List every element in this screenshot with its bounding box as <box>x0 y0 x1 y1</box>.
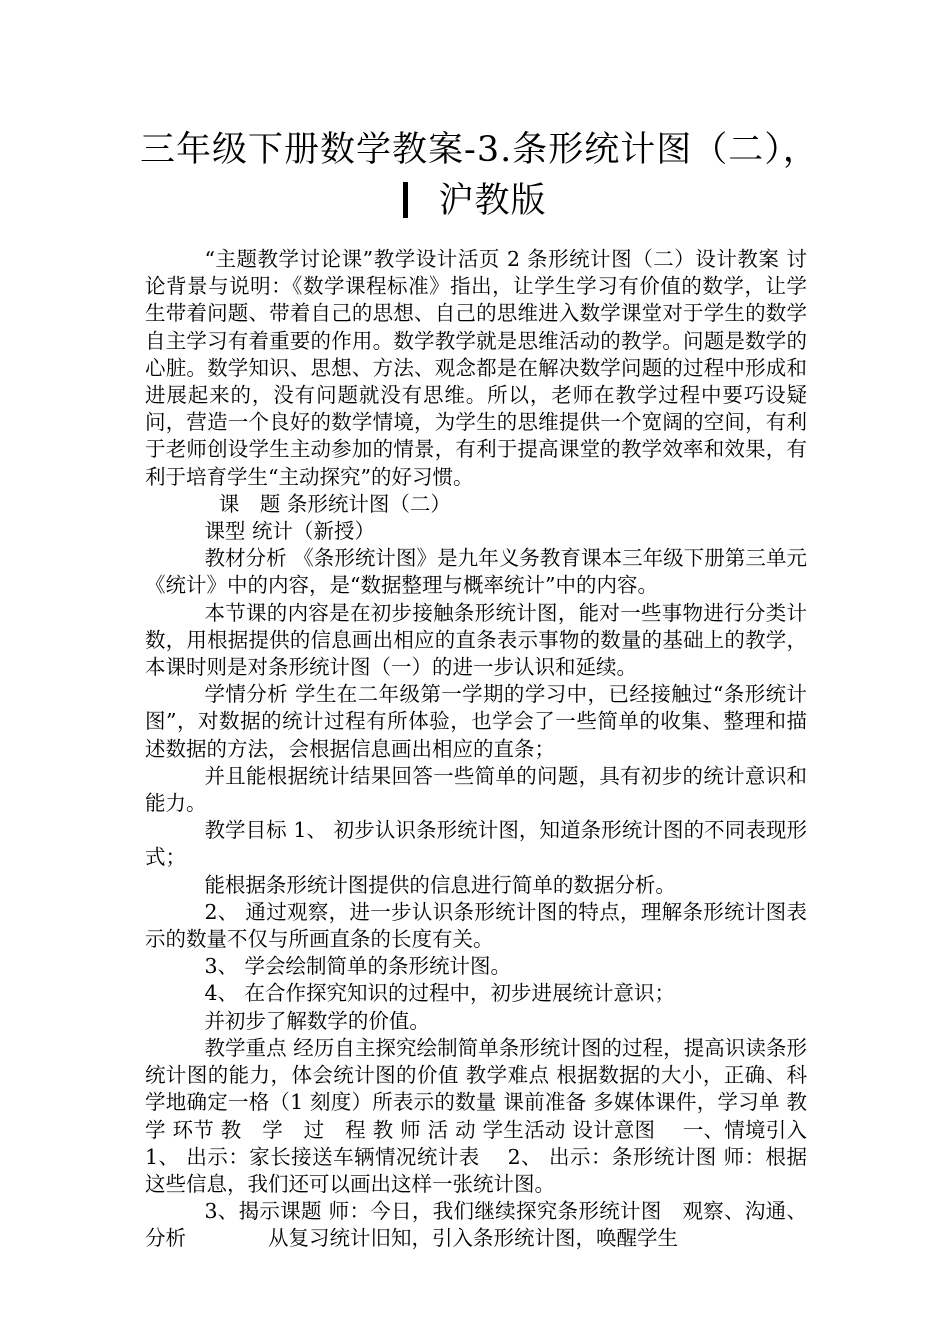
paragraph-student-analysis: 学情分析 学生在二年级第一学期的学习中，已经接触过“条形统计图”，对数据的统计过程有所体验，也学会了一些简单的收集、整理和描述数据的方法，会根据信息画出相应的直条； <box>145 682 807 761</box>
page-title-line-2-text: 沪教版 <box>438 181 547 221</box>
paragraph-goal-3: 3、 学会绘制简单的条形统计图。 <box>204 954 511 979</box>
paragraph-goal-4-cont: 并初步了解数学的价值。 <box>204 1008 430 1033</box>
paragraph-key-points: 教学重点 经历自主探究绘制简单条形统计图的过程，提高识读条形统计图的能力，体会统计图的价值 教学难点 根据数据的大小，正确、科学地确定一格（1 刻度）所表示的数量 课前准备 多媒体课件，学习单 教学 环节 教 学 过 程 教 师 活 动 学生活动 设计意图 一、情境引入 1、 出示：家长接送车辆情况统计表 2、 出示：条形统计图 师：根据这些信息，我们还可以画出这样一张统计图。 <box>145 1035 835 1196</box>
paragraph-goal-2: 2、 通过观察，进一步认识条形统计图的特点，理解条形统计图表示的数量不仅与所画直条的长度有关。 <box>145 899 807 952</box>
paragraph-reveal-topic: 3、揭示课题 师：今日，我们继续探究条形统计图 观察、沟通、分析 从复习统计旧知，引入条形统计图，唤醒学生 <box>145 1199 807 1251</box>
paragraph-lesson-type: 课型 统计（新授） <box>204 519 375 544</box>
document-body <box>145 246 835 1253</box>
paragraph-topic: 课 题 条形统计图（二） <box>218 491 451 516</box>
paragraph-student-ability: 并且能根据统计结果回答一些简单的问题，具有初步的统计意识和能力。 <box>145 763 807 816</box>
paragraph-goal-4: 4、 在合作探究知识的过程中，初步进展统计意识； <box>204 981 675 1006</box>
paragraph-lesson-content: 本节课的内容是在初步接触条形统计图，能对一些事物进行分类计数，用根据提供的信息画出相应的直条表示事物的数量的基础上的教学，本课时则是对条形统计图（一）的进一步认识和延续。 <box>145 600 807 680</box>
text-cursor-icon <box>403 182 408 218</box>
page-title-line-2 <box>140 176 810 226</box>
page-title-line-1: 三年级下册数学教案-3.条形统计图（二）， <box>140 130 819 170</box>
paragraph-goal-1: 教学目标 1、 初步认识条形统计图，知道条形统计图的不同表现形式； <box>145 818 807 870</box>
paragraph-material-analysis: 教材分析 《条形统计图》是九年义务教育课本三年级下册第三单元《统计》中的内容，是“数据整理与概率统计”中的内容。 <box>145 546 807 598</box>
paragraph-background: “主题教学讨论课”教学设计活页 2 条形统计图（二）设计教案 讨论背景与说明：《数学课程标准》指出，让学生学习有价值的数学，让学生带着问题、带着自己的思想、自己的思维进入数学课堂对于学生的数学自主学习有着重要的作用。数学教学就是思维活动的教学。问题是数学的心脏。数学知识、思想、方法、观念都是在解决数学问题的过程中形成和进展起来的，没有问题就没有思维。所以，老师在教学过程中要巧设疑问，营造一个良好的数学情境，为学生的思维提供一个宽阔的空间，有利于老师创设学生主动参加的情景，有利于提高课堂的教学效率和效果，有利于培育学生“主动探究”的好习惯。 <box>145 247 807 489</box>
paragraph-goal-1-cont: 能根据条形统计图提供的信息进行简单的数据分析。 <box>204 872 676 897</box>
